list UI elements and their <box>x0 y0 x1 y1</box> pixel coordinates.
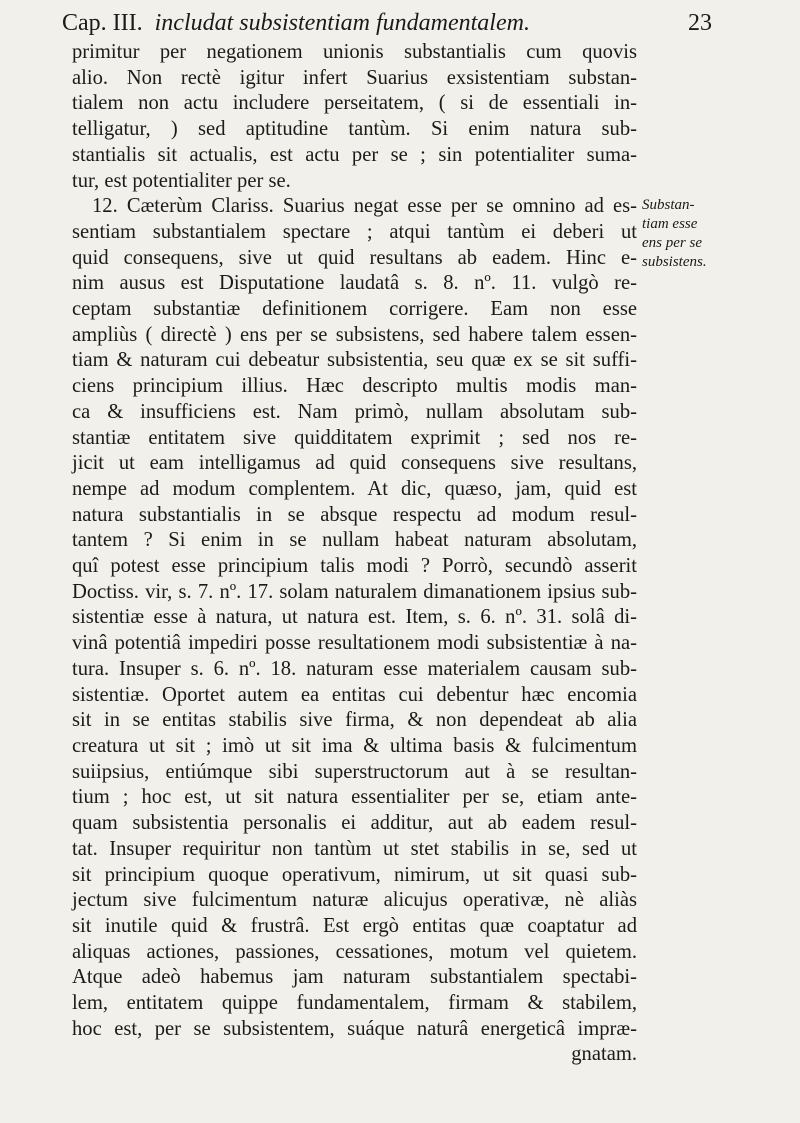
text-line: sit in se entitas stabilis sive firma, & non dependeat ab alia <box>72 709 637 732</box>
margin-note <box>642 196 752 272</box>
text-line: Atque adeò habemus jam naturam substantialem spectabi- <box>72 966 637 989</box>
text-line: 12. Cæterùm Clariss. Suarius negat esse per se omnino ad es- <box>92 195 637 218</box>
text-line: stantiæ entitatem sive quidditatem exprimit ; sed nos re- <box>72 426 637 449</box>
text-line: tium ; hoc est, ut sit natura essentialiter per se, etiam ante- <box>72 786 637 809</box>
text-line: jicit ut eam intelligamus ad quid consequens sive resultans, <box>72 452 637 475</box>
text-line: Doctiss. vir, s. 7. nº. 17. solam naturalem dimanationem ipsius sub- <box>72 580 637 603</box>
text-line: tat. Insuper requiritur non tantùm ut stet stabilis in se, sed ut <box>72 837 637 860</box>
text-line: ceptam substantiæ definitionem corrigere. Eam non esse <box>72 298 637 321</box>
text-line: tialem non actu includere perseitatem, ( si de essentiali in- <box>72 92 637 115</box>
text-line: alio. Non rectè igitur infert Suarius exsistentiam substan- <box>72 66 637 89</box>
running-head <box>62 6 530 40</box>
text-line: quî potest esse principium talis modi ? Porrò, secundò asserit <box>72 555 637 578</box>
text-line: sistentiæ esse à natura, ut natura est. Item, s. 6. nº. 31. solâ di- <box>72 606 637 629</box>
text-line: tura. Insuper s. 6. nº. 18. naturam esse materialem causam sub- <box>72 657 637 680</box>
text-line: suiipsius, entiúmque sibi superstructorum aut à se resultan- <box>72 760 637 783</box>
text-line: nim ausus est Disputatione laudatâ s. 8. nº. 11. vulgò re- <box>72 272 637 295</box>
text-line: sit inutile quid & frustrâ. Est ergò entitas quæ coaptatur ad <box>72 914 637 937</box>
text-line: jectum sive fulcimentum naturæ alicujus operativæ, nè aliàs <box>72 889 637 912</box>
margin-note-line: Substan- <box>642 197 695 213</box>
margin-note-line: ens per se <box>642 235 702 251</box>
text-line: telligatur, ) sed aptitudine tantùm. Si enim natura sub- <box>72 118 637 141</box>
running-title: includat subsistentiam fundamentalem. <box>154 10 530 36</box>
text-line: natura substantialis in se absque respectu ad modum resul- <box>72 503 637 526</box>
text-line: quid consequens, sive ut quid resultans ab eadem. Hinc e- <box>72 246 637 269</box>
margin-note-line: subsistens. <box>642 254 707 270</box>
text-line: creatura ut sit ; imò ut sit ima & ultima basis & fulcimentum <box>72 734 637 757</box>
text-line: sistentiæ. Oportet autem ea entitas cui debentur hæc encomia <box>72 683 637 706</box>
text-line: aliquas actiones, passiones, cessationes, motum vel quietem. <box>72 940 637 963</box>
body-text <box>72 40 637 1068</box>
text-line: quam subsistentia personalis ei additur, aut ab eadem resul- <box>72 812 637 835</box>
text-line: gnatam. <box>571 1043 637 1066</box>
margin-note-line: tiam esse <box>642 216 698 232</box>
text-line: stantialis sit actualis, est actu per se ; sin potentialiter suma- <box>72 143 637 166</box>
text-line: ciens principium illius. Hæc descripto multis modis man- <box>72 375 637 398</box>
text-line: ca & insufficiens est. Nam primò, nullam absolutam sub- <box>72 400 637 423</box>
text-line: vinâ potentiâ impediri posse resultationem modi subsistentiæ à na- <box>72 632 637 655</box>
text-line: lem, entitatem quippe fundamentalem, firmam & stabilem, <box>72 992 637 1015</box>
page-header <box>62 6 712 40</box>
text-line: ampliùs ( directè ) ens per se subsistens, sed habere talem essen- <box>72 323 637 346</box>
text-line: sit principium quoque operativum, nimirum, ut sit quasi sub- <box>72 863 637 886</box>
text-line: primitur per negationem unionis substantialis cum quovis <box>72 41 637 63</box>
text-line: tantem ? Si enim in se nullam habeat naturam absolutam, <box>72 529 637 552</box>
text-line: hoc est, per se subsistentem, suáque naturâ energeticâ impræ- <box>72 1017 637 1040</box>
text-line: tiam & naturam cui debeatur subsistentia, seu quæ ex se sit suffi- <box>72 349 637 372</box>
text-line: sentiam substantialem spectare ; atqui tantùm ei deberi ut <box>72 220 637 243</box>
text-line: nempe ad modum complentem. At dic, quæso, jam, quid est <box>72 477 637 500</box>
page-number: 23 <box>688 10 712 36</box>
chapter-label: Cap. III. <box>62 10 143 36</box>
text-line: tur, est potentialiter per se. <box>72 169 291 192</box>
